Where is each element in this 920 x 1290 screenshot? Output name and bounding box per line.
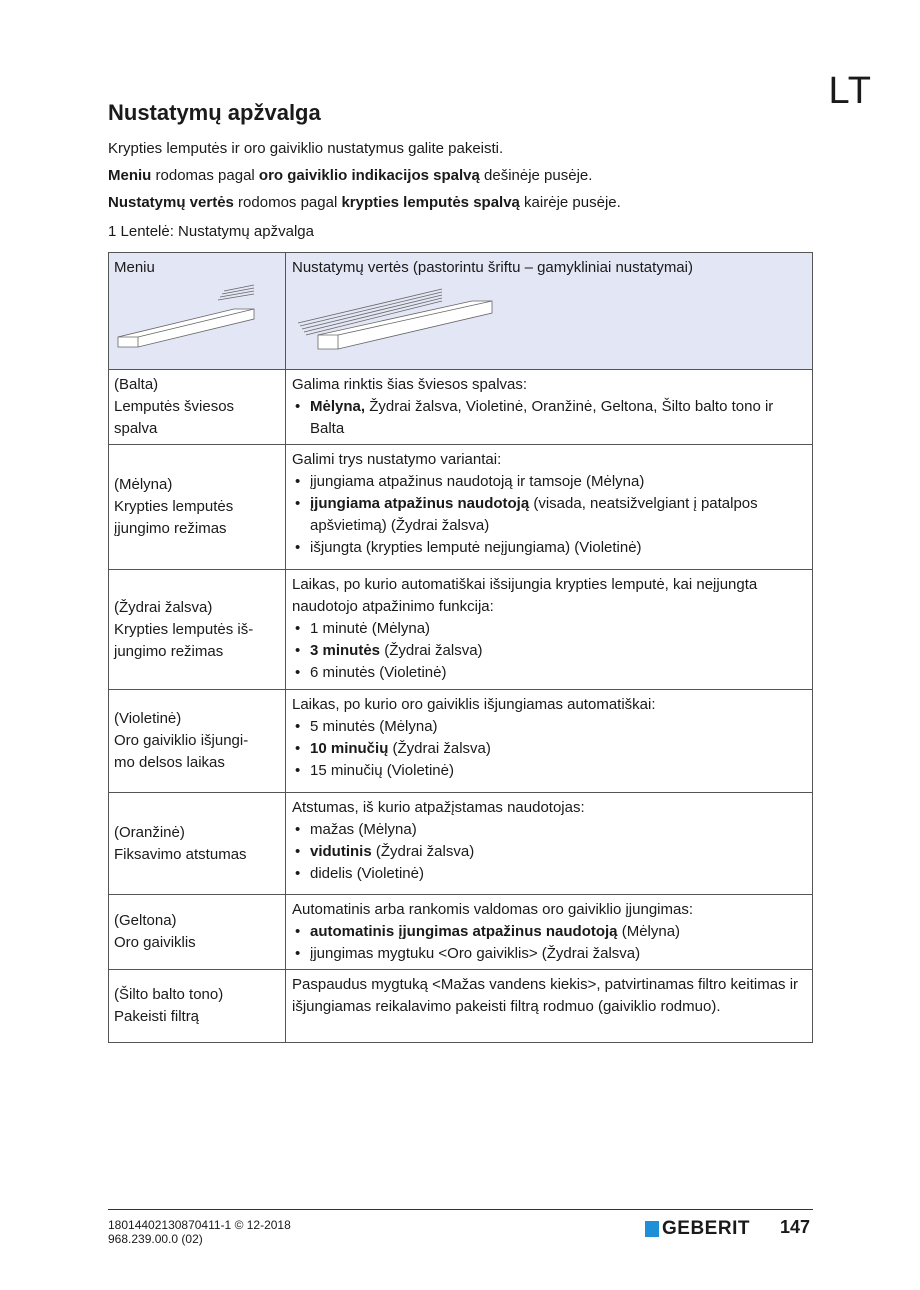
text-segment: įjungiama atpažinus naudotoją ir tamsoje (Mėlyna)	[310, 473, 645, 490]
table-row	[109, 895, 813, 970]
values-intro: Laikas, po kurio automatiškai išsijungia krypties lemputė, kai neįjungta naudotojo atpažinimo funkcija:	[292, 576, 758, 615]
menu-line: Pakeisti filtrą	[114, 1008, 200, 1025]
values-list	[292, 716, 806, 782]
menu-cell	[109, 895, 286, 970]
menu-line: mo delsos laikas	[114, 754, 225, 771]
text-segment: 1 minutė (Mėlyna)	[310, 620, 431, 637]
text-segment: Žydrai žalsva, Violetinė, Oranžinė, Geltona, Šilto balto tono ir Balta	[310, 398, 774, 437]
bold-text: krypties lemputės spalvą	[341, 194, 520, 211]
values-intro: Atstumas, iš kurio atpažįstamas naudotojas:	[292, 799, 585, 816]
values-note	[108, 194, 621, 211]
bold-text: Mėlyna,	[310, 398, 366, 415]
table-row	[109, 570, 813, 690]
menu-line: (Balta)	[114, 376, 159, 393]
text-segment: 15 minučių (Violetinė)	[310, 762, 454, 779]
text-segment: išjungta (krypties lemputė neįjungiama) (Violetinė)	[310, 539, 642, 556]
doc-number: 968.239.00.0 (02)	[108, 1232, 203, 1246]
bold-text: 10 minučių	[310, 740, 389, 757]
menu-line: (Violetinė)	[114, 710, 182, 727]
table-row	[109, 370, 813, 445]
text-segment: (Žydrai žalsva)	[371, 843, 475, 860]
menu-note	[108, 167, 592, 184]
list-item	[292, 471, 806, 493]
values-intro: Laikas, po kurio oro gaiviklis išjungiamas automatiškai:	[292, 696, 656, 713]
values-intro: Paspaudus mygtuką <Mažas vandens kiekis>, patvirtinamas filtro keitimas ir išjungiamas reikalavimo pakeisti filtrą rodmuo (gaiviklio rodmuo).	[292, 976, 799, 1015]
table-row	[109, 690, 813, 793]
values-list	[292, 396, 806, 440]
text-segment: įjungimas mygtuku <Oro gaiviklis> (Žydrai žalsva)	[310, 945, 641, 962]
list-item	[292, 921, 806, 943]
text-segment: (Žydrai žalsva)	[388, 740, 491, 757]
values-intro: Galima rinktis šias šviesos spalvas:	[292, 376, 528, 393]
values-cell	[286, 793, 813, 895]
values-list	[292, 819, 806, 885]
settings-table	[108, 252, 813, 1043]
table-header-row	[109, 253, 813, 370]
values-list	[292, 618, 806, 684]
bold-text: oro gaiviklio indikacijos spalvą	[258, 167, 480, 184]
list-item	[292, 396, 806, 440]
text-segment: rodomas pagal	[151, 167, 259, 184]
table-caption: 1 Lentelė: Nustatymų apžvalga	[108, 223, 314, 240]
footer-divider	[108, 1209, 813, 1210]
text-segment: (Žydrai žalsva)	[380, 642, 483, 659]
menu-line: jungimo režimas	[114, 642, 224, 660]
table-row	[109, 970, 813, 1043]
values-cell	[286, 370, 813, 445]
menu-line: spalva	[114, 420, 158, 437]
list-item	[292, 618, 806, 640]
values-cell	[286, 895, 813, 970]
menu-line: įjungimo režimas	[114, 520, 227, 537]
list-item	[292, 819, 806, 841]
bold-text: Nustatymų vertės	[108, 194, 234, 211]
logo-square-icon	[645, 1221, 659, 1237]
menu-line: Lemputės šviesos	[114, 398, 235, 415]
footer-doc-info	[108, 1218, 291, 1246]
text-segment: (Mėlyna)	[617, 923, 681, 940]
menu-cell	[109, 370, 286, 445]
list-item	[292, 738, 806, 760]
menu-line: Oro gaiviklis	[114, 934, 196, 951]
values-list	[292, 471, 806, 559]
header-menu-label: Meniu	[114, 259, 155, 276]
flush-plate-illustration-values	[292, 279, 512, 359]
values-cell	[286, 690, 813, 793]
text-segment: mažas (Mėlyna)	[310, 821, 417, 838]
text-segment: (visada, neatsižvelgiant į patalpos apšvietimą) (Žydrai žalsva)	[310, 495, 758, 534]
menu-cell	[109, 445, 286, 570]
menu-line: (Oranžinė)	[114, 823, 185, 841]
text-segment: dešinėje pusėje.	[479, 167, 593, 184]
logo-text: GEBERIT	[662, 1218, 750, 1239]
header-values-label: Nustatymų vertės (pastorintu šriftu – gamykliniai nustatymai)	[292, 259, 693, 276]
text-segment: didelis (Violetinė)	[310, 865, 424, 882]
menu-line: Krypties lemputės	[114, 498, 234, 515]
menu-cell	[109, 690, 286, 793]
geberit-logo	[645, 1218, 750, 1240]
list-item	[292, 662, 806, 684]
values-cell	[286, 970, 813, 1043]
menu-line: Fiksavimo atstumas	[114, 845, 247, 863]
flush-plate-illustration-menu	[114, 279, 274, 359]
list-item	[292, 863, 806, 885]
list-item	[292, 537, 806, 559]
values-intro: Automatinis arba rankomis valdomas oro gaiviklio įjungimas:	[292, 901, 694, 918]
text-segment: 6 minutės (Violetinė)	[310, 664, 447, 681]
bold-text: automatinis įjungimas atpažinus naudotoją	[310, 923, 618, 940]
menu-cell	[109, 793, 286, 895]
menu-line: (Geltona)	[114, 912, 177, 929]
text-segment: 5 minutės (Mėlyna)	[310, 718, 438, 735]
menu-line: (Žydrai žalsva)	[114, 598, 213, 616]
bold-text: 3 minutės	[310, 642, 381, 659]
bold-text: Meniu	[108, 167, 152, 184]
values-cell	[286, 445, 813, 570]
table-row	[109, 793, 813, 895]
menu-line: Krypties lemputės iš-	[114, 620, 254, 638]
page-title: Nustatymų apžvalga	[108, 100, 321, 125]
header-menu-cell	[109, 253, 286, 370]
list-item	[292, 493, 806, 537]
page-number: 147	[780, 1217, 811, 1237]
table-row	[109, 445, 813, 570]
menu-cell	[109, 570, 286, 690]
menu-line: (Šilto balto tono)	[114, 986, 224, 1003]
list-item	[292, 841, 806, 863]
menu-line: (Mėlyna)	[114, 476, 173, 493]
list-item	[292, 640, 806, 662]
text-segment: rodomos pagal	[233, 194, 342, 211]
menu-line: Oro gaiviklio išjungi-	[114, 732, 249, 749]
values-intro: Galimi trys nustatymo variantai:	[292, 451, 502, 468]
menu-cell	[109, 970, 286, 1043]
list-item	[292, 943, 806, 965]
bold-text: vidutinis	[310, 843, 372, 860]
header-values-cell	[286, 253, 813, 370]
intro-text: Krypties lemputės ir oro gaiviklio nustatymus galite pakeisti.	[108, 140, 504, 157]
list-item	[292, 760, 806, 782]
bold-text: įjungiama atpažinus naudotoją	[310, 495, 530, 512]
doc-id: 18014402130870411-1 © 12-2018	[108, 1218, 291, 1232]
values-list	[292, 921, 806, 965]
language-code: LT	[828, 70, 872, 112]
text-segment: kairėje pusėje.	[519, 194, 621, 211]
list-item	[292, 716, 806, 738]
values-cell	[286, 570, 813, 690]
